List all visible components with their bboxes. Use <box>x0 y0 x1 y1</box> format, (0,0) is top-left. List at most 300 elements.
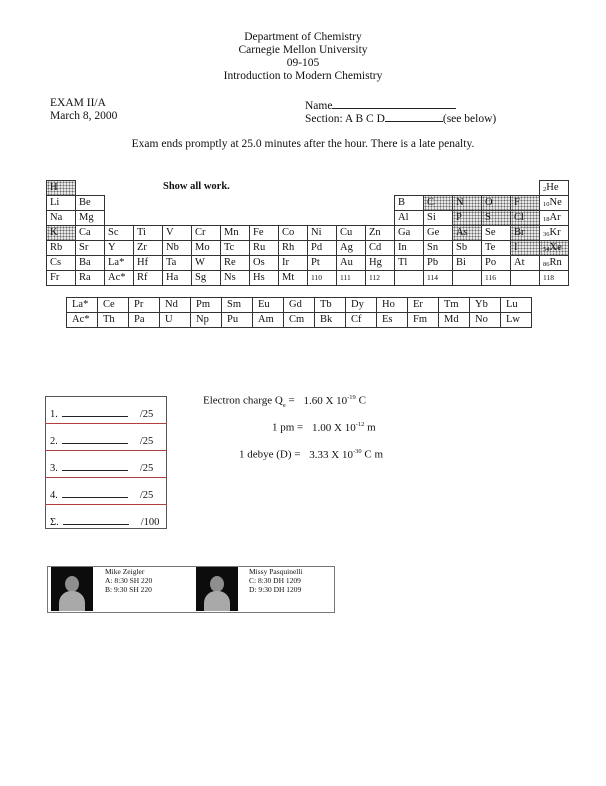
element-symbol: Br <box>514 227 525 238</box>
picometer-unit: m <box>364 421 376 434</box>
element-cell-u <box>159 312 191 328</box>
max-points: /25 <box>139 463 154 474</box>
element-symbol: Al <box>398 212 409 223</box>
element-cell-hf <box>133 255 163 271</box>
question-label: 2. <box>50 436 58 447</box>
element-cell-ne <box>539 195 569 211</box>
element-cell-rn <box>539 255 569 271</box>
show-work-note: Show all work. <box>163 181 230 192</box>
element-cell-110 <box>307 270 337 286</box>
element-cell-he <box>539 180 569 196</box>
picometer-value: 1.00 X 10 <box>312 421 356 434</box>
element-cell-112 <box>365 270 395 286</box>
score-row <box>50 434 153 447</box>
element-symbol: 114 <box>427 273 438 282</box>
element-cell-re <box>220 255 250 271</box>
element-cell-pt <box>307 255 337 271</box>
element-symbol: Pm <box>196 299 211 310</box>
debye-constant <box>239 448 383 461</box>
element-cell-zr <box>133 240 163 256</box>
ta-section-b: B: 9:30 SH 220 <box>105 585 152 594</box>
element-cell-md <box>438 312 470 328</box>
element-symbol: Tc <box>224 242 235 253</box>
element-symbol: Mo <box>195 242 210 253</box>
element-symbol: Zr <box>137 242 147 253</box>
element-cell-mo <box>191 240 221 256</box>
score-blank[interactable] <box>63 515 129 525</box>
atomic-number: 36 <box>543 231 550 238</box>
element-cell-v <box>162 225 192 241</box>
element-cell-rh <box>278 240 308 256</box>
element-symbol: Bi <box>456 257 466 268</box>
element-symbol: He <box>546 182 559 193</box>
element-symbol: Es <box>382 314 393 325</box>
element-cell-ni <box>307 225 337 241</box>
ta-name: Missy Pasquinelli <box>249 567 303 576</box>
score-row <box>50 407 153 420</box>
element-symbol: I <box>514 242 518 253</box>
course-title: Introduction to Modern Chemistry <box>223 70 383 82</box>
element-symbol: Ag <box>340 242 353 253</box>
element-cell-al <box>394 210 424 226</box>
max-points: /100 <box>140 517 160 528</box>
element-symbol: Be <box>79 197 91 208</box>
element-symbol: Fr <box>50 272 60 283</box>
element-cell-fm <box>407 312 439 328</box>
atomic-number: 10 <box>543 201 550 208</box>
element-cell-y <box>104 240 134 256</box>
element-symbol: Au <box>340 257 353 268</box>
element-symbol: C <box>427 197 435 208</box>
element-symbol: Sb <box>456 242 468 253</box>
element-cell-pd <box>307 240 337 256</box>
element-cell-ag <box>336 240 366 256</box>
element-cell-pm <box>190 297 222 313</box>
element-cell-mg <box>75 210 105 226</box>
element-cell-in <box>394 240 424 256</box>
element-symbol: Sm <box>227 299 242 310</box>
element-symbol: Li <box>50 197 60 208</box>
element-cell-ha <box>162 270 192 286</box>
element-cell-sr <box>75 240 105 256</box>
ta-info-zeigler <box>105 567 152 594</box>
question-label: 1. <box>50 409 58 420</box>
element-cell-c <box>423 195 453 211</box>
element-symbol: In <box>398 242 407 253</box>
atomic-number: 54 <box>543 246 550 253</box>
element-symbol: Zn <box>369 227 381 238</box>
element-symbol: Nd <box>165 299 178 310</box>
element-symbol: Co <box>282 227 295 238</box>
section-note: (see below) <box>442 113 497 125</box>
electron-charge-constant <box>203 394 366 409</box>
element-cell-cr <box>191 225 221 241</box>
element-symbol: Na <box>50 212 63 223</box>
electron-charge-value: 1.60 X 10 <box>303 394 348 407</box>
element-cell-ce <box>97 297 129 313</box>
element-cell-sn <box>423 240 453 256</box>
max-points: /25 <box>139 490 154 501</box>
element-symbol: Pd <box>311 242 323 253</box>
element-symbol: Ti <box>137 227 146 238</box>
element-cell-lu <box>500 297 532 313</box>
element-cell-co <box>278 225 308 241</box>
score-blank[interactable] <box>62 434 128 444</box>
element-symbol: Te <box>485 242 496 253</box>
element-cell-114 <box>423 270 453 286</box>
element-cell-th <box>97 312 129 328</box>
element-cell-empty <box>510 270 540 286</box>
element-cell-mn <box>220 225 250 241</box>
element-symbol: Gd <box>289 299 302 310</box>
element-symbol: As <box>456 227 468 238</box>
element-cell-os <box>249 255 279 271</box>
ta-photo-pasquinelli <box>196 567 238 611</box>
element-symbol: Yb <box>475 299 488 310</box>
element-symbol: Ir <box>282 257 289 268</box>
element-cell-empty <box>394 270 424 286</box>
element-symbol: Pt <box>311 257 320 268</box>
element-cell-bi <box>452 255 482 271</box>
element-cell-kr <box>539 225 569 241</box>
element-symbol: P <box>456 212 462 223</box>
atomic-number: 86 <box>543 261 550 268</box>
element-cell-tb <box>314 297 346 313</box>
element-symbol: Th <box>103 314 115 325</box>
element-symbol: Ha <box>166 272 179 283</box>
score-divider <box>45 423 167 424</box>
score-divider <box>45 450 167 451</box>
score-blank[interactable] <box>62 488 128 498</box>
element-cell-rb <box>46 240 76 256</box>
element-cell-n <box>452 195 482 211</box>
element-symbol: Cm <box>289 314 305 325</box>
electron-charge-unit: C <box>355 394 366 407</box>
element-cell-111 <box>336 270 366 286</box>
element-cell-zn <box>365 225 395 241</box>
element-cell-sm <box>221 297 253 313</box>
element-cell-eu <box>252 297 284 313</box>
element-symbol: Fm <box>413 314 428 325</box>
element-symbol: Sc <box>108 227 119 238</box>
element-cell-p <box>452 210 482 226</box>
element-symbol: Cs <box>50 257 62 268</box>
element-symbol: Ru <box>253 242 266 253</box>
element-cell-es <box>376 312 408 328</box>
element-cell-ac <box>66 312 98 328</box>
atomic-number: 2 <box>543 186 547 193</box>
debye-label: 1 debye (D) = <box>239 448 301 461</box>
element-cell-ar <box>539 210 569 226</box>
element-cell-ir <box>278 255 308 271</box>
element-cell-cl <box>510 210 540 226</box>
element-symbol: Ac* <box>108 272 126 283</box>
element-symbol: Fe <box>253 227 264 238</box>
element-cell-br <box>510 225 540 241</box>
element-symbol: Cf <box>351 314 362 325</box>
element-symbol: Mg <box>79 212 94 223</box>
debye-value: 3.33 X 10 <box>309 448 353 461</box>
element-symbol: Ni <box>311 227 322 238</box>
element-cell-gd <box>283 297 315 313</box>
element-cell-ta <box>162 255 192 271</box>
ta-name: Mike Zeigler <box>105 567 145 576</box>
atomic-number: 18 <box>543 216 550 223</box>
electron-charge-subscript: e <box>282 401 286 409</box>
element-symbol: Kr <box>549 227 561 238</box>
element-symbol: At <box>514 257 525 268</box>
debye-exponent: -30 <box>352 448 362 455</box>
element-symbol: W <box>195 257 205 268</box>
element-symbol: K <box>50 227 58 238</box>
element-symbol: Nb <box>166 242 179 253</box>
element-cell-ca <box>75 225 105 241</box>
element-symbol: Ra <box>79 272 91 283</box>
score-row <box>50 515 159 528</box>
element-symbol: Pb <box>427 257 439 268</box>
element-symbol: Cl <box>514 212 524 223</box>
element-cell-sb <box>452 240 482 256</box>
element-cell-ho <box>376 297 408 313</box>
element-symbol: O <box>485 197 493 208</box>
element-cell-sc <box>104 225 134 241</box>
element-symbol: Lu <box>506 299 518 310</box>
element-symbol: Ba <box>79 257 91 268</box>
picometer-label: 1 pm = <box>272 421 304 434</box>
element-symbol: Pu <box>227 314 239 325</box>
element-cell-am <box>252 312 284 328</box>
ta-info-pasquinelli <box>249 567 303 594</box>
element-cell-i <box>510 240 540 256</box>
element-cell-s <box>481 210 511 226</box>
element-symbol: S <box>485 212 491 223</box>
element-cell-cd <box>365 240 395 256</box>
name-label: Name <box>305 100 333 112</box>
element-symbol: Xe <box>549 242 562 253</box>
element-symbol: Ne <box>549 197 562 208</box>
element-cell-nd <box>159 297 191 313</box>
element-symbol: Ge <box>427 227 440 238</box>
element-symbol: Ac* <box>72 314 90 325</box>
element-cell-as <box>452 225 482 241</box>
element-symbol: La* <box>108 257 125 268</box>
element-symbol: Am <box>258 314 274 325</box>
element-symbol: Hf <box>137 257 149 268</box>
element-cell-rf <box>133 270 163 286</box>
element-symbol: Ta <box>166 257 177 268</box>
element-symbol: H <box>50 182 58 193</box>
element-cell-np <box>190 312 222 328</box>
debye-unit: C m <box>361 448 384 461</box>
element-cell-cu <box>336 225 366 241</box>
element-cell-o <box>481 195 511 211</box>
element-cell-fr <box>46 270 76 286</box>
score-divider <box>45 504 167 505</box>
element-cell-li <box>46 195 76 211</box>
element-symbol: Sn <box>427 242 439 253</box>
element-cell-ti <box>133 225 163 241</box>
element-symbol: Mt <box>282 272 295 283</box>
picometer-constant <box>272 421 376 434</box>
element-cell-118 <box>539 270 569 286</box>
element-symbol: U <box>165 314 173 325</box>
element-cell-mt <box>278 270 308 286</box>
score-divider <box>45 477 167 478</box>
element-symbol: Re <box>224 257 236 268</box>
element-symbol: Sr <box>79 242 89 253</box>
score-row <box>50 488 153 501</box>
element-symbol: Er <box>413 299 423 310</box>
element-symbol: Ce <box>103 299 115 310</box>
element-cell-au <box>336 255 366 271</box>
element-cell-fe <box>249 225 279 241</box>
electron-charge-label: Electron charge Q <box>203 394 283 407</box>
element-symbol: Sg <box>195 272 207 283</box>
element-cell-cs <box>46 255 76 271</box>
element-symbol: Md <box>444 314 459 325</box>
section-line <box>305 110 496 125</box>
university-heading: Carnegie Mellon University <box>238 44 368 56</box>
ta-photo-zeigler <box>51 567 93 611</box>
element-symbol: Si <box>427 212 436 223</box>
max-points: /25 <box>139 409 154 420</box>
element-cell-k <box>46 225 76 241</box>
exam-title: EXAM II/A <box>50 97 106 109</box>
element-symbol: 112 <box>369 273 380 282</box>
element-symbol: La* <box>72 299 89 310</box>
element-symbol: Hs <box>253 272 265 283</box>
element-symbol: 116 <box>485 273 496 282</box>
ta-section-d: D: 9:30 DH 1209 <box>249 585 302 594</box>
element-cell-116 <box>481 270 511 286</box>
element-cell-no <box>469 312 501 328</box>
element-cell-la <box>104 255 134 271</box>
element-symbol: 110 <box>311 273 322 282</box>
exam-notice: Exam ends promptly at 25.0 minutes after the hour. There is a late penalty. <box>131 138 475 150</box>
element-symbol: Dy <box>351 299 364 310</box>
element-cell-cf <box>345 312 377 328</box>
element-symbol: Rb <box>50 242 63 253</box>
element-cell-si <box>423 210 453 226</box>
element-symbol: Tl <box>398 257 408 268</box>
element-symbol: Np <box>196 314 209 325</box>
score-blank[interactable] <box>62 461 128 471</box>
element-symbol: Rf <box>137 272 148 283</box>
element-cell-sg <box>191 270 221 286</box>
element-symbol: 118 <box>543 273 554 282</box>
element-cell-ba <box>75 255 105 271</box>
element-cell-ac <box>104 270 134 286</box>
element-symbol: Tm <box>444 299 459 310</box>
element-cell-tm <box>438 297 470 313</box>
element-cell-h <box>46 180 76 196</box>
exam-date: March 8, 2000 <box>50 110 118 122</box>
course-number: 09-105 <box>286 57 320 69</box>
element-symbol: V <box>166 227 174 238</box>
element-symbol: Ca <box>79 227 91 238</box>
element-symbol: Eu <box>258 299 270 310</box>
element-symbol: Lw <box>506 314 520 325</box>
element-cell-hs <box>249 270 279 286</box>
question-label: Σ. <box>50 517 59 528</box>
element-symbol: Cu <box>340 227 353 238</box>
element-cell-ge <box>423 225 453 241</box>
element-cell-ga <box>394 225 424 241</box>
element-cell-be <box>75 195 105 211</box>
electron-charge-exponent: -19 <box>347 394 356 401</box>
element-cell-cm <box>283 312 315 328</box>
element-cell-bk <box>314 312 346 328</box>
element-symbol: 111 <box>340 273 351 282</box>
element-cell-hg <box>365 255 395 271</box>
element-symbol: F <box>514 197 520 208</box>
element-cell-na <box>46 210 76 226</box>
element-symbol: Pr <box>134 299 144 310</box>
element-cell-pr <box>128 297 160 313</box>
element-cell-pb <box>423 255 453 271</box>
element-cell-b <box>394 195 424 211</box>
element-symbol: Ns <box>224 272 236 283</box>
element-symbol: Ho <box>382 299 395 310</box>
element-symbol: Ga <box>398 227 411 238</box>
element-cell-lw <box>500 312 532 328</box>
element-symbol: Po <box>485 257 497 268</box>
element-symbol: Os <box>253 257 265 268</box>
element-cell-tc <box>220 240 250 256</box>
element-cell-dy <box>345 297 377 313</box>
element-symbol: Rn <box>549 257 562 268</box>
element-symbol: Cd <box>369 242 382 253</box>
element-cell-w <box>191 255 221 271</box>
element-symbol: Cr <box>195 227 206 238</box>
element-cell-ra <box>75 270 105 286</box>
element-cell-f <box>510 195 540 211</box>
element-cell-ru <box>249 240 279 256</box>
question-label: 4. <box>50 490 58 501</box>
max-points: /25 <box>139 436 154 447</box>
element-cell-empty <box>452 270 482 286</box>
section-field[interactable] <box>385 110 443 122</box>
element-symbol: Y <box>108 242 116 253</box>
question-label: 3. <box>50 463 58 474</box>
element-cell-at <box>510 255 540 271</box>
score-blank[interactable] <box>62 407 128 417</box>
element-symbol: Ar <box>549 212 561 223</box>
electron-charge-eq: = <box>285 394 295 407</box>
element-cell-po <box>481 255 511 271</box>
element-symbol: No <box>475 314 488 325</box>
element-cell-er <box>407 297 439 313</box>
ta-section-c: C: 8:30 DH 1209 <box>249 576 301 585</box>
element-symbol: Mn <box>224 227 239 238</box>
picometer-exponent: -12 <box>355 421 365 428</box>
element-symbol: Pa <box>134 314 145 325</box>
element-cell-tl <box>394 255 424 271</box>
ta-section-a: A: 8:30 SH 220 <box>105 576 153 585</box>
element-symbol: N <box>456 197 464 208</box>
element-symbol: Hg <box>369 257 382 268</box>
section-label: Section: A B C D <box>305 113 385 125</box>
element-cell-la <box>66 297 98 313</box>
element-cell-nb <box>162 240 192 256</box>
element-cell-pa <box>128 312 160 328</box>
name-field[interactable] <box>332 97 456 109</box>
element-cell-ns <box>220 270 250 286</box>
element-symbol: B <box>398 197 406 208</box>
element-cell-pu <box>221 312 253 328</box>
element-symbol: Rh <box>282 242 295 253</box>
element-cell-xe <box>539 240 569 256</box>
